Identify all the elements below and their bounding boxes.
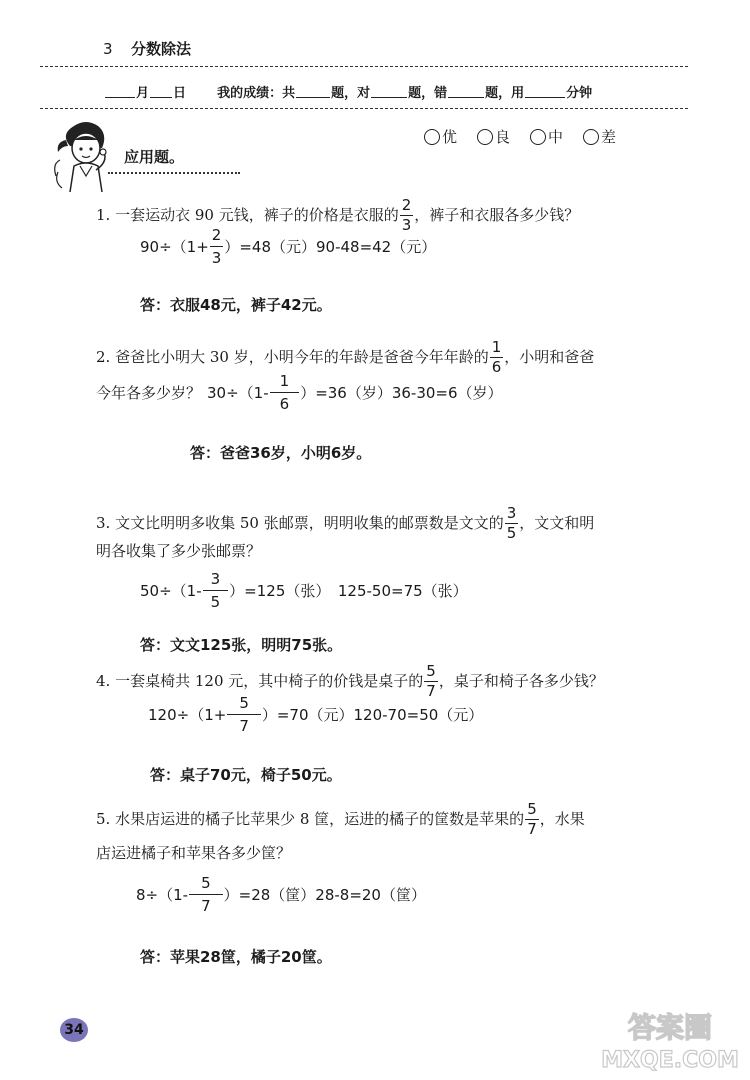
calc-fraction	[189, 874, 223, 915]
fraction-denominator: 5	[506, 524, 517, 542]
question-fraction	[505, 506, 519, 541]
fraction-numerator: 2	[211, 226, 222, 244]
question-text: 一套桌椅共 120 元，其中椅子的价钱是桌子的	[115, 672, 424, 690]
answer-3: 答：文文125张，明明75张。	[140, 636, 343, 654]
calculation-2	[96, 372, 503, 413]
day-label: 日	[173, 86, 187, 101]
question-text: ，文文和明	[519, 514, 595, 532]
grade-average[interactable]	[530, 126, 563, 147]
header-divider-top	[40, 66, 688, 67]
grade-label: 差	[601, 128, 617, 146]
wrong-label: 题，错	[408, 86, 448, 101]
section-title: 应用题。	[124, 148, 185, 166]
correct-label: 题，对	[331, 86, 371, 101]
minutes-label: 分钟	[566, 86, 593, 101]
fraction-numerator: 5	[239, 694, 249, 712]
question-text: ，桌子和椅子各多少钱？	[438, 672, 604, 690]
time-label: 题，用	[485, 86, 525, 101]
fraction-numerator: 1	[491, 338, 502, 356]
watermark-logo	[600, 1005, 740, 1075]
chapter-header	[103, 38, 191, 59]
fraction-numerator: 5	[426, 662, 436, 680]
calc-right: ）=28（筐）28-8=20（筐）	[223, 886, 426, 904]
question-number: 4.	[96, 672, 111, 690]
question-text: ，水果	[539, 810, 585, 828]
month-blank[interactable]	[105, 85, 135, 98]
circle-icon	[424, 129, 440, 145]
question-3	[96, 506, 594, 541]
fraction-denominator: 7	[227, 714, 261, 735]
answer-1: 答：衣服48元，裤子42元。	[140, 296, 332, 314]
total-blank[interactable]	[296, 85, 330, 98]
fraction-denominator: 5	[203, 590, 229, 611]
score-line	[104, 82, 592, 101]
question-3-line2	[96, 544, 261, 559]
time-blank[interactable]	[525, 85, 565, 98]
calc-left: 8÷（1-	[136, 886, 189, 904]
answer-2: 答：爸爸36岁，小明6岁。	[190, 444, 372, 462]
calculation-3	[140, 570, 468, 611]
question-text: 文文比明明多收集 50 张邮票，明明收集的邮票数是文文的	[115, 514, 504, 532]
fraction-denominator: 6	[491, 358, 502, 376]
month-label: 月	[136, 86, 150, 101]
question-text: ，裤子和衣服各多少钱？	[414, 206, 580, 224]
question-text-line2: 明各收集了多少张邮票？	[96, 542, 262, 560]
score-label: 我的成绩：共	[217, 86, 296, 101]
watermark-line1: 答案圈	[627, 1011, 713, 1044]
grade-label: 良	[495, 128, 511, 146]
correct-blank[interactable]	[371, 85, 407, 98]
fraction-numerator: 2	[401, 196, 412, 214]
page-number: 34	[60, 1018, 88, 1042]
fraction-denominator: 6	[270, 392, 300, 413]
question-number: 3.	[96, 514, 111, 532]
calculation-5	[136, 874, 426, 915]
grade-poor[interactable]	[583, 126, 616, 147]
question-text-line2: 今年各多少岁？	[96, 384, 202, 402]
watermark-line2: MXQE.COM	[601, 1048, 739, 1073]
question-2	[96, 340, 594, 375]
question-text: 水果店运进的橘子比苹果少 8 筐，运进的橘子的筐数是苹果的	[115, 810, 525, 828]
fraction-numerator: 3	[506, 504, 517, 522]
day-blank[interactable]	[150, 85, 172, 98]
chapter-title: 分数除法	[131, 40, 192, 58]
fraction-denominator: 3	[401, 216, 412, 234]
calc-fraction	[270, 372, 300, 413]
fraction-denominator: 7	[189, 894, 223, 915]
fraction-numerator: 5	[527, 800, 537, 818]
fraction-numerator: 5	[201, 874, 211, 892]
calculation-1	[140, 226, 436, 267]
calculation-4	[148, 694, 483, 735]
question-fraction	[490, 340, 504, 375]
chapter-number: 3	[103, 40, 113, 58]
calc-fraction	[210, 226, 224, 267]
question-text: ，小明和爸爸	[504, 348, 595, 366]
question-number: 1.	[96, 206, 111, 224]
fraction-denominator: 7	[426, 682, 436, 700]
calc-fraction	[227, 694, 261, 735]
calc-right: ）=48（元）90-48=42（元）	[224, 238, 437, 256]
calc-left: 30÷（1-	[207, 384, 269, 402]
grade-label: 中	[548, 128, 564, 146]
question-5	[96, 802, 585, 837]
calc-right: ）=125（张） 125-50=75（张）	[229, 582, 468, 600]
circle-icon	[530, 129, 546, 145]
question-fraction	[525, 802, 539, 837]
girl-thinking-icon	[52, 116, 122, 192]
calc-left: 50÷（1-	[140, 582, 202, 600]
header-divider-bottom	[40, 108, 688, 109]
question-number: 2.	[96, 348, 111, 366]
circle-icon	[477, 129, 493, 145]
calc-fraction	[203, 570, 229, 611]
grade-options	[424, 126, 616, 147]
fraction-denominator: 7	[527, 820, 537, 838]
calc-right: ）=70（元）120-70=50（元）	[261, 706, 484, 724]
question-5-line2	[96, 846, 291, 861]
wrong-blank[interactable]	[448, 85, 484, 98]
fraction-numerator: 3	[210, 570, 221, 588]
section-title-underline	[108, 172, 240, 174]
grade-good[interactable]	[477, 126, 510, 147]
fraction-denominator: 3	[210, 246, 224, 267]
fraction-numerator: 1	[279, 372, 290, 390]
grade-label: 优	[442, 128, 458, 146]
question-text-line2: 店运进橘子和苹果各多少筐？	[96, 844, 292, 862]
calc-right: ）=36（岁）36-30=6（岁）	[300, 384, 503, 402]
question-text: 爸爸比小明大 30 岁，小明今年的年龄是爸爸今年年龄的	[115, 348, 489, 366]
answer-4: 答：桌子70元，椅子50元。	[150, 766, 342, 784]
answer-5: 答：苹果28筐，橘子20筐。	[140, 948, 332, 966]
calc-left: 120÷（1+	[148, 706, 227, 724]
question-number: 5.	[96, 810, 111, 828]
calc-left: 90÷（1+	[140, 238, 209, 256]
grade-excellent[interactable]	[424, 126, 457, 147]
circle-icon	[583, 129, 599, 145]
question-text: 一套运动衣 90 元钱，裤子的价格是衣服的	[115, 206, 399, 224]
